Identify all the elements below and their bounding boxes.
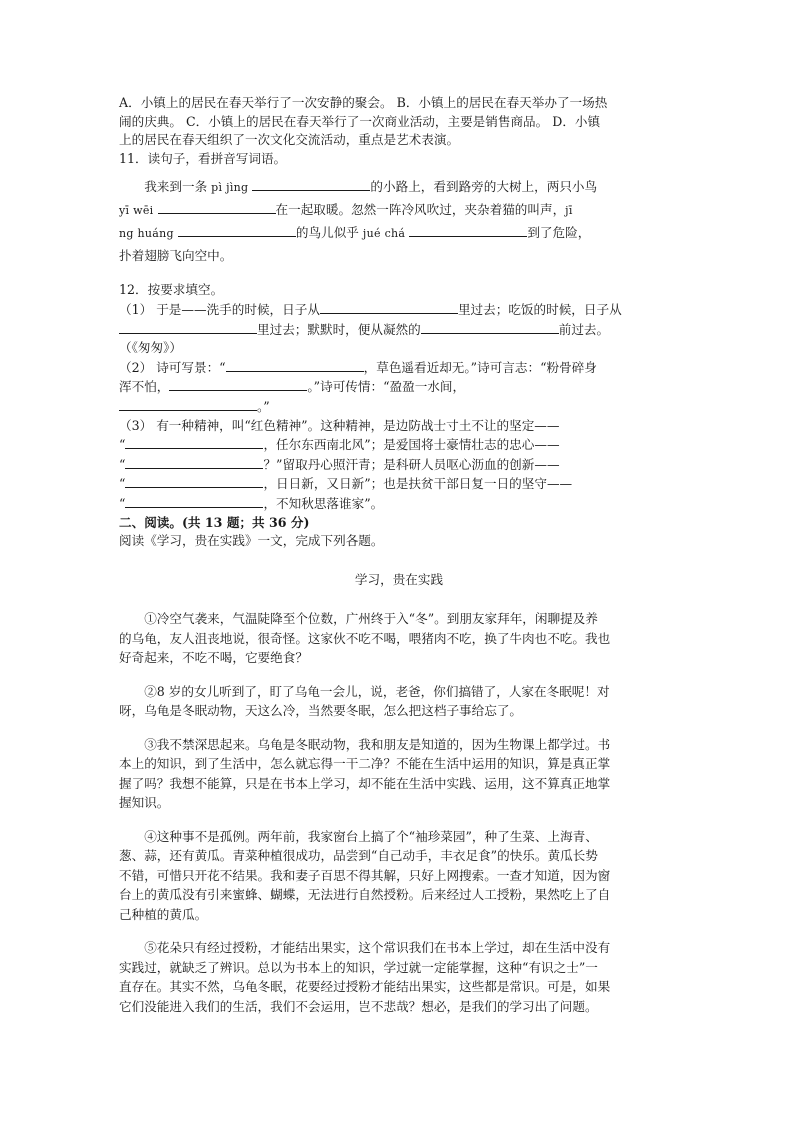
pinyin-hint: pì jìng (211, 181, 249, 195)
article-line: 直存在。其实不然，乌龟冬眠，花要经过授粉才能结出果实，这些都是常识。可是，如果 (119, 979, 611, 995)
article-line: ①冷空气袭来，气温陡降至个位数，广州终于入“冬”。到朋友家拜年，闲聊提及养 (144, 611, 598, 627)
question-11-body (119, 176, 679, 267)
article-line: ⑤花朵只有经过授粉，才能结出果实，这个常识我们在书本上学过，却在生活中没有 (144, 940, 611, 956)
question-12-title: 12．按要求填空。 (119, 282, 224, 298)
article-line: 握知识。 (119, 795, 170, 811)
q12-text: （1） 于是——洗手的时候，日子从 (119, 301, 320, 317)
article-line: 实践过，就缺乏了辨识。总以为书本上的知识，学过就一定能掌握，这种“有识之士”一 (119, 959, 598, 975)
q12-sub3-line4 (119, 474, 679, 494)
q11-line-4: 扑着翅膀飞向空中。 (119, 248, 233, 264)
q12-sub3-line1: （3） 有一种精神，叫“红色精神”。这种精神，是边防战士寸土不让的坚定—— (119, 417, 560, 433)
q12-text: ，不知秋思落谁家”。 (263, 495, 384, 511)
q11-line-3 (119, 222, 679, 245)
answer-blank[interactable] (226, 358, 364, 372)
answer-blank[interactable] (158, 200, 276, 214)
q12-sub1-line2 (119, 320, 679, 340)
question-10-options (119, 94, 679, 150)
q12-text: （2） 诗可写景：“ (119, 359, 226, 375)
article-title: 学习，贵在实践 (354, 571, 444, 587)
q12-sub2-line2 (119, 377, 679, 397)
answer-blank[interactable] (125, 435, 263, 449)
q12-text: 。” (257, 398, 270, 414)
answer-blank[interactable] (320, 300, 458, 314)
q11-text: 的鸟儿似乎 (295, 225, 363, 241)
q12-text: “ (119, 476, 126, 492)
q12-text: ？”留取丹心照汗青；是科研人员呕心沥血的创新—— (263, 456, 560, 472)
answer-blank[interactable] (119, 320, 257, 334)
article-line: 它们没能进入我们的生活，我们不会运用，岂不悲哉？想必，是我们的学习出了问题。 (119, 998, 598, 1014)
q12-text: 。”诗可传情：“盈盈一水间， (307, 379, 466, 395)
answer-blank[interactable] (125, 455, 263, 469)
q11-text: 在一起取暖。忽然一阵冷风吹过，夹杂着猫的叫声， (275, 202, 566, 218)
q11-line-1 (119, 176, 679, 199)
pinyin-hint: jué chá (362, 227, 406, 241)
q12-text: ，草色遥看近却无。”诗可言志：“粉骨碎身 (363, 359, 597, 375)
q10-option-line: 闹的庆典。 C．小镇上的居民在春天举行了一次商业活动，主要是销售商品。 D．小镇 (119, 113, 601, 129)
article-paragraph-5 (119, 938, 679, 1016)
question-11-title: 11．读句子，看拼音写词语。 (119, 150, 287, 166)
article-line: 不错，可惜只开花不结果。我和妻子百思不得其解，只好上网搜索。一查才知道，因为窗 (119, 867, 611, 883)
pinyin-hint: ng huáng (119, 227, 174, 241)
q11-line-2 (119, 199, 679, 222)
article-line: 己种植的黄瓜。 (119, 906, 208, 922)
section-2-heading: 二、阅读。(共 13 题；共 36 分) (119, 514, 310, 530)
q10-option-line: 上的居民在春天组织了一次文化交流活动，重点是艺术表演。 (119, 132, 460, 148)
q12-sub1-source: （《匆匆》） (119, 340, 182, 356)
article-line: 好奇起来，不吃不喝，它要绝食？ (119, 650, 308, 666)
q11-text: 的小路上，看到路旁的大树上，两只小鸟 (370, 179, 598, 195)
q12-sub3-line2 (119, 435, 679, 455)
article-line: ②8 岁的女儿听到了，盯了乌龟一会儿，说，老爸，你们搞错了，人家在冬眠呢！对 (144, 683, 610, 699)
answer-blank[interactable] (409, 223, 527, 237)
q12-sub1-line1 (119, 300, 679, 320)
article-line: 葱、蒜，还有黄瓜。青菜种植很成功，品尝到“自己动手，丰衣足食”的快乐。黄瓜长势 (119, 848, 598, 864)
article-line: 台上的黄瓜没有引来蜜蜂、蝴蝶，无法进行自然授粉。后来经过人工授粉，果然吃上了自 (119, 887, 611, 903)
article-line: 握了吗？我想不能算，只是在书本上学习，却不能在生活中实践、运用，这不算真正地掌 (119, 775, 611, 791)
article-line: 的乌龟，友人沮丧地说，很奇怪。这家伙不吃不喝，喂猪肉不吃，换了牛肉也不吃。我也 (119, 630, 611, 646)
q11-text: 我来到一条 (144, 179, 212, 195)
article-paragraph-3 (119, 735, 679, 813)
q12-text: “ (119, 495, 126, 511)
answer-blank[interactable] (119, 397, 257, 411)
answer-blank[interactable] (169, 377, 307, 391)
pinyin-hint: yī wēi (119, 204, 154, 218)
q12-text: ，任尔东西南北风”；是爱国将士豪情壮志的忠心—— (263, 437, 560, 453)
q12-sub2-line1 (119, 358, 679, 378)
pinyin-hint: jī (565, 204, 573, 218)
q12-text: 里过去；吃饭的时候，日子从 (457, 301, 622, 317)
q12-sub3-line3 (119, 455, 679, 475)
article-line: ③我不禁深思起来。乌龟是冬眠动物，我和朋友是知道的，因为生物课上都学过。书 (144, 736, 611, 752)
q12-text: 前过去。 (558, 321, 610, 337)
q11-text: 到了危险， (527, 225, 591, 241)
answer-blank[interactable] (125, 474, 263, 488)
article-paragraph-1 (119, 609, 679, 668)
section-2-intro: 阅读《学习，贵在实践》一文，完成下列各题。 (119, 533, 384, 549)
article-line: 呀，乌龟是冬眠动物，天这么冷，当然要冬眠，怎么把这档子事给忘了。 (119, 703, 522, 719)
article-line: ④这种事不是孤例。两年前，我家窗台上搞了个“袖珍菜园”，种了生菜、上海青、 (144, 828, 598, 844)
article-paragraph-2 (119, 682, 679, 721)
q12-sub3-line5 (119, 494, 679, 514)
q12-sub2-line3 (119, 397, 679, 417)
article-paragraph-4 (119, 827, 679, 925)
q12-text: “ (119, 437, 126, 453)
document-page (119, 94, 679, 1016)
answer-blank[interactable] (252, 177, 370, 191)
q12-text: “ (119, 456, 126, 472)
q12-text: ，日日新，又日新”；也是扶贫干部日复一日的坚守—— (263, 476, 573, 492)
answer-blank[interactable] (421, 320, 559, 334)
q12-text: 浑不怕， (119, 379, 170, 395)
q12-text: 里过去；默默时，便从凝然的 (257, 321, 421, 337)
article-line: 本上的知识，到了生活中，怎么就忘得一干二净？不能在生活中运用的知识，算是真正掌 (119, 756, 611, 772)
answer-blank[interactable] (125, 494, 263, 508)
answer-blank[interactable] (178, 223, 296, 237)
q10-option-line: A．小镇上的居民在春天举行了一次安静的聚会。 B．小镇上的居民在春天举办了一场热 (119, 95, 608, 110)
